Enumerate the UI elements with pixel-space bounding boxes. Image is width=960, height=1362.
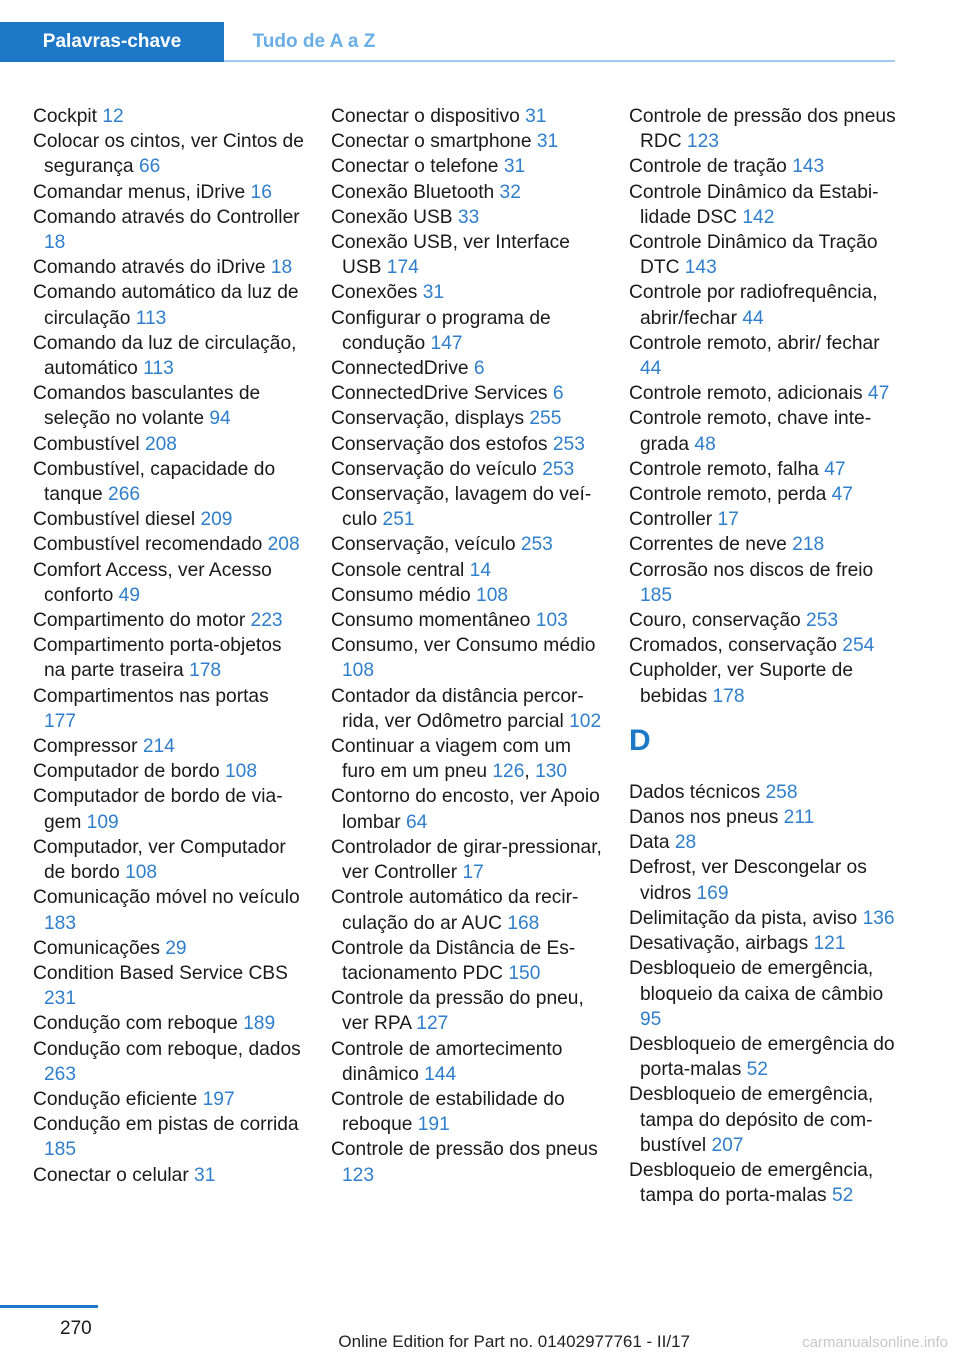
page-link[interactable]: 52 (831, 1185, 854, 1207)
index-entry (33, 1112, 305, 1162)
index-entry-text: Delimitação da pista, aviso (629, 907, 863, 929)
index-entry-text: Conectar o smartphone (331, 131, 537, 153)
index-entry (331, 432, 603, 457)
page-link[interactable]: 253 (552, 433, 585, 455)
index-entry-text: Controlador de girar-pressionar, ver Controller (331, 836, 602, 884)
index-entry (629, 1032, 901, 1082)
index-entry-text: Controle Dinâmico da Estabilidade DSC (629, 181, 879, 228)
page-link[interactable]: 31 (503, 156, 526, 178)
index-entry (629, 482, 901, 507)
index-entry (331, 835, 603, 885)
page-link[interactable]: 17 (462, 862, 484, 884)
page-link[interactable]: 123 (686, 131, 719, 153)
index-entry (331, 457, 603, 482)
index-entry-text: Cromados, conservação (629, 635, 843, 657)
index-entry (331, 280, 603, 305)
index-entry-text: Desbloqueio de emergência, tampa do porta-malas (629, 1159, 874, 1207)
page-link[interactable]: 108 (476, 584, 509, 606)
index-entry (629, 104, 901, 154)
index-entry-text: Comunicação móvel no veículo (33, 887, 300, 909)
index-entry (331, 784, 603, 834)
page-link[interactable]: 44 (742, 307, 764, 329)
index-entry-text: Consumo momentâneo (331, 610, 536, 632)
index-entry (629, 658, 901, 708)
index-entry (629, 855, 901, 905)
page-link[interactable]: 177 (44, 710, 77, 732)
index-entry (33, 961, 305, 1011)
index-entry (331, 129, 603, 154)
page-link[interactable]: 144 (424, 1063, 457, 1085)
index-entry (629, 931, 901, 956)
index-entry-text: Contador da distância percorrida, ver Odômetro parcial (331, 685, 584, 732)
index-entry-text: Controle remoto, adicionais (629, 383, 868, 405)
index-entry (331, 633, 603, 683)
index-entry-text: Computador de bordo de viagem (33, 786, 283, 833)
page-link[interactable]: 207 (711, 1134, 744, 1156)
page-link[interactable]: 109 (86, 811, 119, 833)
index-entry-text: Comandos basculantes de seleção no volante (33, 383, 261, 430)
index-entry-text: Controle da pressão do pneu, ver RPA (331, 988, 584, 1035)
index-entry-text: Console central (331, 559, 470, 581)
index-entry (33, 734, 305, 759)
index-entry (33, 885, 305, 935)
page-link[interactable]: 29 (165, 937, 187, 959)
page-link[interactable]: 31 (422, 282, 445, 304)
index-entry-text: Comando através do iDrive (33, 257, 271, 279)
index-entry-text: Controle por radiofrequência, abrir/fechar (629, 282, 878, 329)
index-entry-text: Compartimento do motor (33, 610, 251, 632)
page-link[interactable]: 108 (225, 761, 258, 783)
page-link[interactable]: 66 (138, 156, 161, 178)
page-link[interactable]: 130 (535, 761, 568, 783)
page-link[interactable]: 253 (542, 458, 575, 480)
index-entry-text: Controle da Distância de Estacionamento PDC (331, 937, 576, 984)
index-entry-text: Controle de pressão dos pneus RDC (629, 106, 896, 153)
page-link[interactable]: 48 (694, 433, 716, 455)
page-number: 270 (60, 1318, 92, 1339)
page-link[interactable]: 18 (270, 257, 293, 279)
index-entry-text: Controle remoto, perda (629, 484, 832, 506)
index-entry (33, 205, 305, 255)
index-column-2 (331, 104, 603, 1188)
index-entry-text: Compartimento porta-objetos na parte traseira (33, 635, 282, 682)
index-entry (33, 759, 305, 784)
page-link[interactable]: 258 (765, 781, 798, 803)
index-entry-text: Danos nos pneus (629, 807, 784, 829)
page-link[interactable]: 231 (44, 988, 77, 1010)
index-entry-text: Computador, ver Computador de bordo (33, 836, 286, 884)
page-link[interactable]: 12 (102, 106, 124, 127)
page-link[interactable]: 178 (189, 660, 222, 682)
page-link[interactable]: 14 (469, 559, 491, 581)
index-entry (331, 583, 603, 608)
page-link[interactable]: 28 (674, 832, 697, 854)
index-entry (331, 558, 603, 583)
page-link[interactable]: 143 (684, 257, 717, 279)
index-entry-text: ConnectedDrive (331, 358, 474, 380)
page-link[interactable]: 31 (194, 1164, 216, 1186)
page-link[interactable]: 64 (405, 811, 428, 833)
page-link[interactable]: 94 (209, 408, 231, 430)
page-link[interactable]: 208 (267, 534, 300, 556)
page-link[interactable]: 47 (831, 484, 853, 506)
index-entry (331, 885, 603, 935)
page-link[interactable]: 143 (792, 156, 825, 178)
index-entry-text: Conservação, lavagem do veículo (331, 484, 592, 531)
index-entry-text: Desativação, airbags (629, 933, 814, 955)
page-link[interactable]: 31 (525, 106, 547, 127)
page-link[interactable]: 113 (135, 307, 167, 329)
index-entry (33, 936, 305, 961)
page-link[interactable]: 6 (552, 383, 564, 405)
index-entry (331, 986, 603, 1036)
page-link[interactable]: 185 (640, 584, 673, 606)
index-entry-text: Data (629, 832, 675, 854)
index-entry (33, 432, 305, 457)
index-entry (33, 180, 305, 205)
page-link[interactable]: 169 (696, 882, 729, 904)
index-entry-text: Condução em pistas de corrida (33, 1114, 299, 1136)
page-link[interactable]: 168 (507, 912, 540, 934)
index-entry-text: Desbloqueio de emergência, tampa do depósito de combustível (629, 1084, 874, 1156)
index-entry-text: Controller (629, 509, 718, 531)
index-entry-text: Combustível, capacidade do tanque (33, 458, 276, 506)
index-entry-text: Conexão USB, ver Interface USB (331, 232, 570, 279)
index-entry (33, 633, 305, 683)
page-link[interactable]: 189 (243, 1013, 276, 1035)
page-link[interactable]: 178 (712, 685, 745, 707)
index-column-3 (629, 104, 901, 1208)
index-entry (33, 784, 305, 834)
page-link[interactable]: 214 (142, 736, 175, 758)
index-entry (629, 381, 901, 406)
index-entry (629, 457, 901, 482)
index-entry (629, 906, 901, 931)
index-entry-text: Correntes de neve (629, 534, 793, 556)
index-entry-text: Consumo médio (331, 584, 477, 606)
page-link[interactable]: 266 (108, 484, 141, 506)
index-entry-text: Contorno do encosto, ver Apoio lombar (331, 786, 600, 833)
index-entry (629, 331, 901, 381)
index-entry (331, 936, 603, 986)
index-entry (33, 457, 305, 507)
index-entry (331, 532, 603, 557)
index-entry (33, 608, 305, 633)
index-entry-text: Combustível recomendado (33, 534, 268, 556)
page-link[interactable]: 123 (342, 1164, 375, 1186)
page-link[interactable]: 255 (529, 408, 562, 430)
index-entry-text: Conectar o dispositivo (331, 106, 526, 127)
page-link[interactable]: 197 (202, 1088, 235, 1110)
index-entry (33, 104, 305, 129)
index-entry-text: Corrosão nos discos de freio (629, 559, 874, 581)
index-entry-text: Condução com reboque (33, 1013, 244, 1035)
index-entry (629, 280, 901, 330)
index-entry-text: ConnectedDrive Services (331, 383, 553, 405)
index-entry-text: Conectar o celular (33, 1164, 195, 1186)
index-entry (331, 734, 603, 784)
index-entry (331, 482, 603, 532)
page-link[interactable]: 127 (416, 1013, 449, 1035)
index-entry (331, 154, 603, 179)
tab-divider (224, 60, 895, 62)
index-entry (33, 507, 305, 532)
index-entry-text: Condition Based Service CBS (33, 962, 288, 984)
index-entry-text: Conexão USB (331, 206, 458, 228)
index-entry (331, 1037, 603, 1087)
index-entry-text: Computador de bordo (33, 761, 225, 783)
index-entry (629, 805, 901, 830)
page-link[interactable]: 183 (44, 912, 77, 934)
index-entry (629, 633, 901, 658)
index-letter-heading: D (629, 723, 651, 757)
edition-footer: Online Edition for Part no. 01402977761 - II/17 (338, 1332, 690, 1351)
index-entry (33, 381, 305, 431)
index-entry-text: Controle remoto, falha (629, 458, 825, 480)
page-link[interactable]: 126 (492, 761, 525, 783)
index-entry-text: Controle de amortecimento dinâmico (331, 1038, 563, 1085)
index-entry-text: Conservação, displays (331, 408, 530, 430)
page-link[interactable]: 174 (386, 257, 419, 279)
index-entry-text: Conservação, veículo (331, 534, 521, 556)
page-link[interactable]: 209 (200, 509, 233, 531)
index-entry (331, 356, 603, 381)
index-entry (331, 406, 603, 431)
page-link[interactable]: 44 (640, 358, 662, 380)
index-entry (331, 180, 603, 205)
page-link[interactable]: 142 (742, 206, 775, 228)
index-entry-text: Controle remoto, abrir/ fechar (629, 332, 880, 354)
index-entry-text: Controle Dinâmico da Tração DTC (629, 232, 878, 279)
page-link[interactable]: 121 (813, 933, 846, 955)
index-entry-text: Condução eficiente (33, 1088, 203, 1110)
page-link[interactable]: 113 (143, 358, 174, 380)
tab-palavras-chave[interactable]: Palavras-chave (0, 22, 224, 62)
index-entry-text: Conservação do veículo (331, 458, 543, 480)
index-entry (331, 306, 603, 356)
page-link[interactable]: 18 (44, 232, 66, 254)
tab-tudo-de-a-a-z[interactable]: Tudo de A a Z (252, 31, 376, 52)
index-entry-text: Cupholder, ver Suporte de bebidas (629, 660, 854, 707)
page-link[interactable]: 253 (520, 534, 553, 556)
index-entry-text: Combustível diesel (33, 509, 201, 531)
index-entry-text: Couro, conservação (629, 610, 807, 632)
index-entry (331, 381, 603, 406)
page-link[interactable]: 95 (640, 1008, 662, 1030)
page-link[interactable]: 16 (250, 181, 272, 203)
index-entry (629, 830, 901, 855)
index-entry-text: Controle automático da recirculação do ar AUC (331, 887, 579, 934)
index-entry-text: Configurar o programa de condução (331, 307, 551, 354)
page-link[interactable]: 47 (824, 458, 846, 480)
page-link[interactable]: 102 (569, 710, 602, 732)
index-entry (33, 532, 305, 557)
page-link[interactable]: 17 (717, 509, 739, 531)
index-column-1 (33, 104, 305, 1188)
index-entry-text: Comando através do Controller (33, 206, 300, 228)
index-entry (629, 230, 901, 280)
index-entry (331, 230, 603, 280)
page-link[interactable]: 191 (417, 1114, 450, 1136)
page-link[interactable]: 47 (867, 383, 890, 405)
index-entry (331, 205, 603, 230)
page-link[interactable]: 108 (125, 862, 158, 884)
index-entry (33, 1037, 305, 1087)
index-entry (33, 1011, 305, 1036)
page-link[interactable]: 150 (508, 962, 541, 984)
index-entry-text: Defrost, ver Descongelar os vidros (629, 857, 867, 904)
page-link[interactable]: 208 (144, 433, 177, 455)
page-link[interactable]: 254 (842, 635, 875, 657)
index-entry-text: Cockpit (33, 106, 103, 127)
page-link[interactable]: 263 (44, 1063, 77, 1085)
index-entry-text: Dados técnicos (629, 781, 766, 803)
page-link[interactable]: 211 (783, 807, 815, 829)
page-link[interactable]: 185 (44, 1139, 77, 1161)
index-entry-text: Comandar menus, iDrive (33, 181, 251, 203)
index-entry (629, 532, 901, 557)
page-link[interactable]: 147 (430, 332, 463, 354)
index-entry-text: Combustível (33, 433, 145, 455)
index-entry (331, 608, 603, 633)
page-link[interactable]: 32 (499, 181, 521, 203)
page-link[interactable]: 103 (535, 610, 568, 632)
index-entry (331, 1137, 603, 1187)
index-entry-text: Conservação dos estofos (331, 433, 553, 455)
index-entry-text: Comunicações (33, 937, 166, 959)
index-entry (33, 129, 305, 179)
page-link[interactable]: 251 (382, 509, 415, 531)
index-entry (331, 104, 603, 129)
index-entry (33, 558, 305, 608)
header-tabs (0, 22, 895, 62)
page-link[interactable]: 52 (746, 1059, 768, 1081)
page-number-rule (0, 1305, 98, 1308)
index-entry (33, 1087, 305, 1112)
index-entry (33, 280, 305, 330)
index-entry (33, 255, 305, 280)
index-entry-text: Desbloqueio de emergência, bloqueio da caixa de câmbio (629, 958, 884, 1005)
index-entry-text: Controle de pressão dos pneus (331, 1139, 598, 1161)
index-entry-text: Conectar o telefone (331, 156, 504, 178)
index-entry (33, 331, 305, 381)
index-entry-text: Consumo, ver Consumo médio (331, 635, 596, 657)
index-entry-text: Desbloqueio de emergência do porta-malas (629, 1033, 895, 1081)
index-entry-text: Conexão Bluetooth (331, 181, 500, 203)
index-entry (629, 558, 901, 608)
index-entry-text: Comfort Access, ver Acesso conforto (33, 559, 272, 606)
index-entry-text: Continuar a viagem com um furo em um pneu (331, 736, 571, 783)
page-link[interactable]: 49 (118, 584, 141, 606)
index-entry-text: Colocar os cintos, ver Cintos de segurança (33, 131, 304, 178)
page-link[interactable]: 33 (457, 206, 480, 228)
index-entry-text: Condução com reboque, dados (33, 1038, 301, 1060)
index-entry-text: Comando automático da luz de circulação (33, 282, 299, 329)
index-entry (33, 1163, 305, 1188)
index-entry-text: Controle de estabilidade do reboque (331, 1088, 565, 1136)
index-entry (331, 684, 603, 734)
index-entry (33, 684, 305, 734)
index-entry-text: Controle remoto, chave integrada (629, 408, 872, 455)
watermark: carmanualsonline.info (802, 1334, 948, 1351)
index-entry-text: Compartimentos nas portas (33, 685, 269, 707)
index-entry (33, 835, 305, 885)
page-link[interactable]: 218 (792, 534, 825, 556)
index-entry (629, 780, 901, 805)
index-entry-text: Comando da luz de circulação, automático (33, 332, 297, 380)
index-entry (629, 1158, 901, 1208)
page-link[interactable]: 223 (250, 610, 283, 632)
index-entry (629, 1082, 901, 1158)
index-entry (629, 507, 901, 532)
index-entry (629, 406, 901, 456)
page-link[interactable]: 6 (473, 358, 485, 380)
index-entry-text: Controle de tração (629, 156, 793, 178)
page-link[interactable]: 31 (536, 131, 559, 153)
index-entry (629, 154, 901, 179)
index-entry (629, 956, 901, 1032)
index-entry (331, 1087, 603, 1137)
index-entry-text: Compressor (33, 736, 143, 758)
page-separator: , (524, 761, 536, 783)
page-link[interactable]: 253 (806, 610, 839, 632)
index-entry-text: Conexões (331, 282, 423, 304)
index-entry (629, 608, 901, 633)
page-link[interactable]: 136 (862, 907, 895, 929)
index-entry (629, 180, 901, 230)
page-link[interactable]: 108 (342, 660, 375, 682)
